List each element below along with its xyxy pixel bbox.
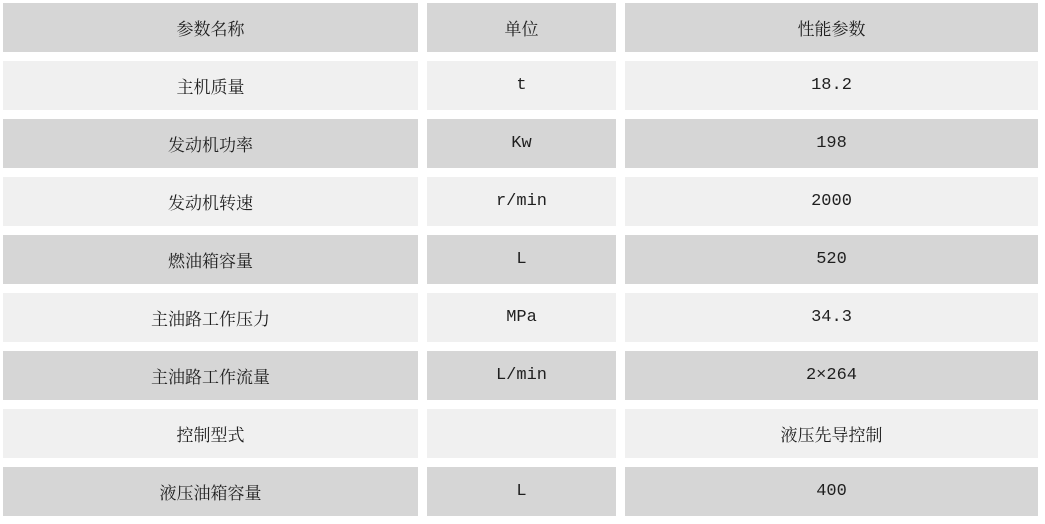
row-6-name-cell: 控制型式 bbox=[3, 409, 418, 458]
row-4-unit-cell: MPa bbox=[427, 293, 616, 342]
row-5-value-cell: 2×264 bbox=[625, 351, 1038, 400]
row-3-value-cell: 520 bbox=[625, 235, 1038, 284]
row-5-unit-cell: L/min bbox=[427, 351, 616, 400]
column-header-parameter-name: 参数名称 bbox=[3, 3, 418, 52]
row-6-unit-cell bbox=[427, 409, 616, 458]
row-5-name-cell: 主油路工作流量 bbox=[3, 351, 418, 400]
column-header-unit: 单位 bbox=[427, 3, 616, 52]
row-3-name-cell: 燃油箱容量 bbox=[3, 235, 418, 284]
row-0-value-cell: 18.2 bbox=[625, 61, 1038, 110]
column-header-performance-value: 性能参数 bbox=[625, 3, 1038, 52]
row-2-unit-cell: r/min bbox=[427, 177, 616, 226]
row-2-value-cell: 2000 bbox=[625, 177, 1038, 226]
row-1-name-cell: 发动机功率 bbox=[3, 119, 418, 168]
row-0-name-cell: 主机质量 bbox=[3, 61, 418, 110]
row-4-value-cell: 34.3 bbox=[625, 293, 1038, 342]
row-7-value-cell: 400 bbox=[625, 467, 1038, 516]
row-1-value-cell: 198 bbox=[625, 119, 1038, 168]
row-1-unit-cell: Kw bbox=[427, 119, 616, 168]
row-7-unit-cell: L bbox=[427, 467, 616, 516]
row-4-name-cell: 主油路工作压力 bbox=[3, 293, 418, 342]
row-3-unit-cell: L bbox=[427, 235, 616, 284]
row-6-value-cell: 液压先导控制 bbox=[625, 409, 1038, 458]
row-7-name-cell: 液压油箱容量 bbox=[3, 467, 418, 516]
row-0-unit-cell: t bbox=[427, 61, 616, 110]
row-2-name-cell: 发动机转速 bbox=[3, 177, 418, 226]
